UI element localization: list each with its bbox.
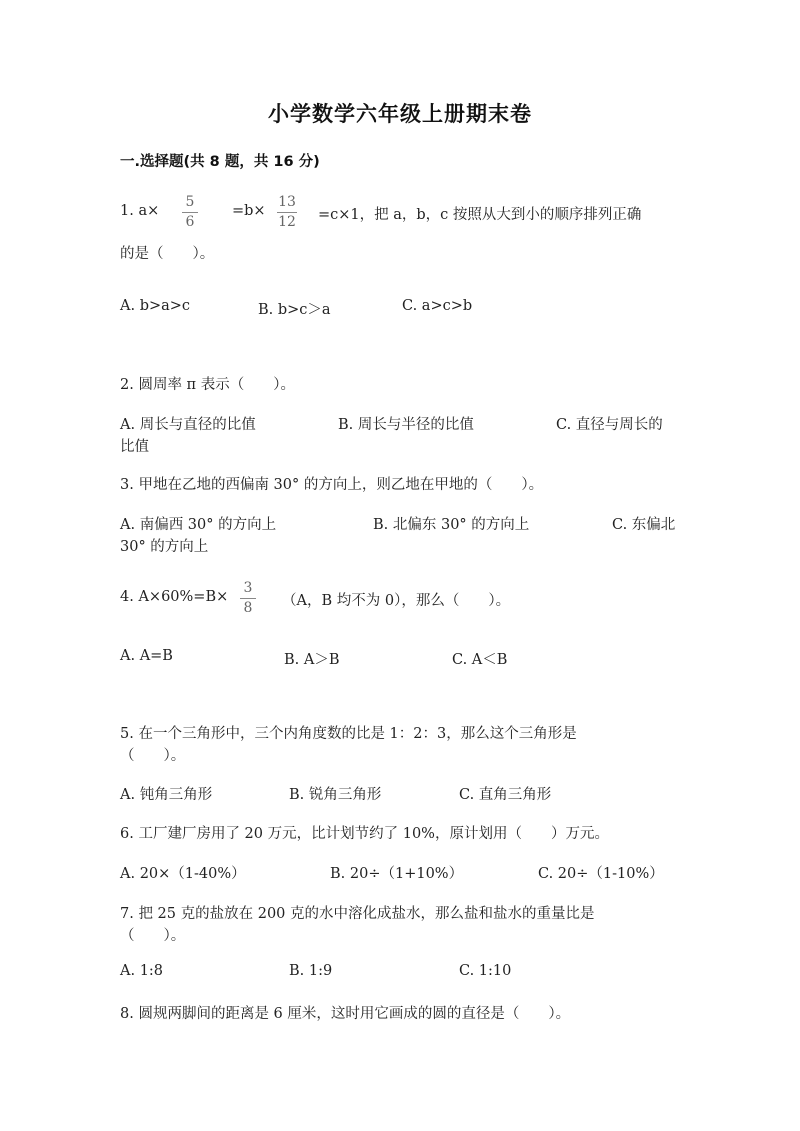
q1-text-part-b: =b×: [232, 203, 266, 219]
q2-option-c: C. 直径与周长的: [556, 417, 663, 433]
q3-option-b: B. 北偏东 30° 的方向上: [373, 517, 530, 533]
q4-text-part-a: 4. A×60%=B×: [120, 589, 229, 605]
exam-title: 小学数学六年级上册期末卷: [268, 102, 532, 126]
q4-option-b: B. A＞B: [284, 652, 340, 668]
section-heading: 一.选择题(共 8 题，共 16 分): [120, 154, 320, 170]
q5-option-c: C. 直角三角形: [459, 787, 552, 803]
q5-option-a: A. 钝角三角形: [120, 787, 213, 803]
q1-fraction-1-denominator: 6: [185, 214, 195, 230]
q1-text-part-c: =c×1，把 a，b，c 按照从大到小的顺序排列正确: [318, 207, 642, 223]
q1-fraction-2: [277, 195, 297, 230]
q3-option-c: C. 东偏北: [612, 517, 676, 533]
q1-option-c: C. a>c>b: [402, 298, 473, 314]
q7-text-line-2: （ ）。: [120, 928, 186, 944]
q1-fraction-2-numerator: 13: [278, 194, 296, 210]
q1-fraction-1: [182, 195, 198, 230]
q3-option-a: A. 南偏西 30° 的方向上: [120, 517, 277, 533]
q4-option-a: A. A=B: [120, 648, 173, 664]
q6-option-c: C. 20÷（1-10%）: [538, 866, 664, 882]
q1-text-line-2: 的是（ ）。: [120, 246, 215, 262]
q5-text: 5. 在一个三角形中，三个内角度数的比是 1：2：3，那么这个三角形是: [120, 726, 577, 742]
q7-option-c: C. 1:10: [459, 963, 512, 979]
q4-text-part-b: （A，B 均不为 0），那么（ ）。: [282, 593, 511, 609]
fraction-bar: [277, 212, 297, 213]
q5-text-line-2: （ ）。: [120, 748, 186, 764]
q1-option-a: A. b>a>c: [120, 298, 191, 314]
q4-fraction-denominator: 8: [243, 600, 253, 616]
q1-option-b: B. b>c＞a: [258, 302, 331, 318]
fraction-bar: [240, 598, 256, 599]
q6-option-b: B. 20÷（1+10%）: [330, 866, 464, 882]
fraction-bar: [182, 212, 198, 213]
q4-fraction-numerator: 3: [243, 580, 253, 596]
q3-option-c-wrap: 30° 的方向上: [120, 539, 209, 555]
q6-text: 6. 工厂建厂房用了 20 万元，比计划节约了 10%，原计划用（ ）万元。: [120, 826, 609, 842]
q3-text: 3. 甲地在乙地的西偏南 30° 的方向上，则乙地在甲地的（ ）。: [120, 477, 544, 493]
q1-fraction-1-numerator: 5: [185, 194, 195, 210]
q2-option-b: B. 周长与半径的比值: [338, 417, 474, 433]
q4-fraction: [240, 581, 256, 616]
q7-option-a: A. 1:8: [120, 963, 164, 979]
q5-option-b: B. 锐角三角形: [289, 787, 382, 803]
q1-fraction-2-denominator: 12: [278, 214, 296, 230]
q1-text-part-a: 1. a×: [120, 203, 160, 219]
q8-text: 8. 圆规两脚间的距离是 6 厘米，这时用它画成的圆的直径是（ ）。: [120, 1006, 571, 1022]
q2-text: 2. 圆周率 π 表示（ ）。: [120, 377, 295, 393]
q6-option-a: A. 20×（1-40%）: [120, 866, 246, 882]
q2-option-a: A. 周长与直径的比值: [120, 417, 256, 433]
q4-option-c: C. A＜B: [452, 652, 508, 668]
q2-option-c-wrap: 比值: [120, 439, 149, 455]
q7-option-b: B. 1:9: [289, 963, 333, 979]
q7-text: 7. 把 25 克的盐放在 200 克的水中溶化成盐水，那么盐和盐水的重量比是: [120, 906, 595, 922]
